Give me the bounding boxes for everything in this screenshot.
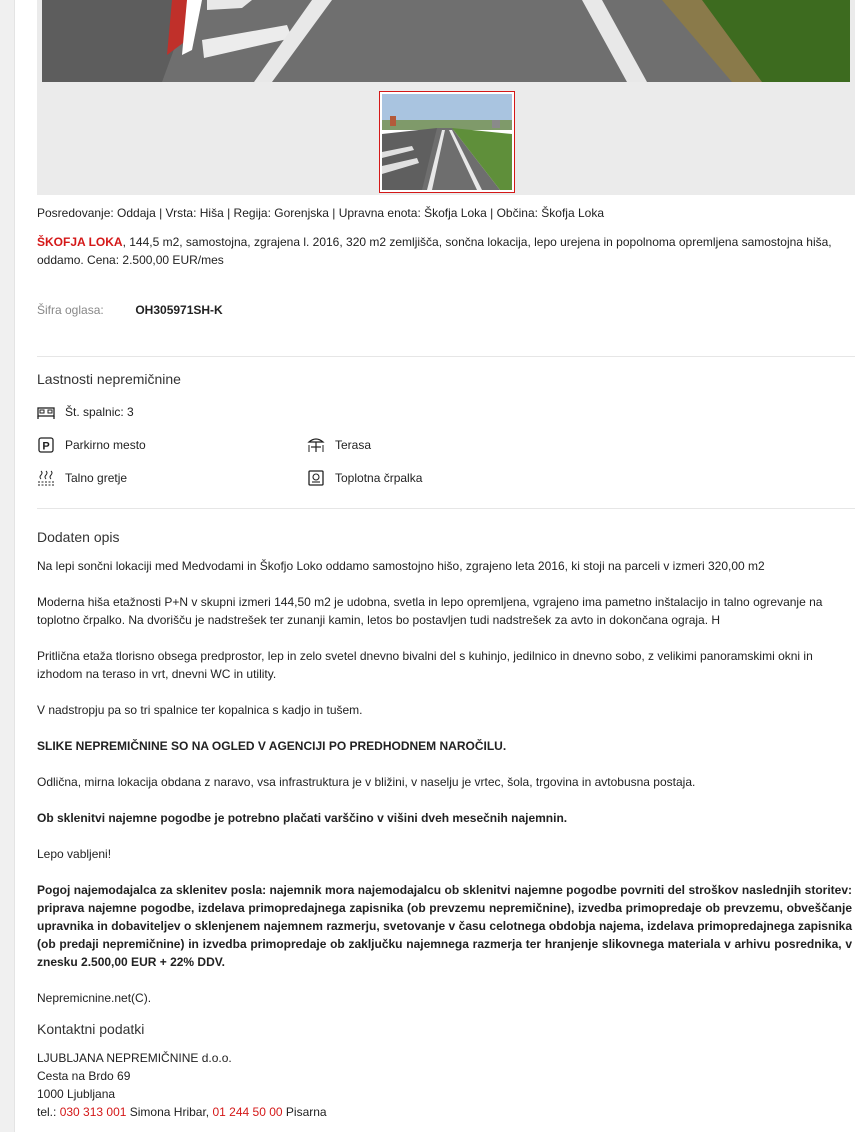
- description-p4: V nadstropju pa so tri spalnice ter kopalnica s kadjo in tušem.: [37, 703, 363, 717]
- contact-company: LJUBLJANA NEPREMIČNINE d.o.o.: [37, 1051, 232, 1065]
- feature-parking-label: Parkirno mesto: [65, 438, 146, 452]
- code-value: OH305971SH-K: [135, 303, 223, 317]
- phone-link-1[interactable]: 030 313 001: [59, 1105, 127, 1119]
- divider: [37, 356, 855, 357]
- contact-person-1: Simona Hribar,: [129, 1105, 210, 1119]
- parking-icon: [37, 436, 55, 454]
- description-p1: Na lepi sončni lokaciji med Medvodami in Škofjo Loko oddamo samostojno hišo, zgrajeno leta 2016, ki stoji na parceli v izmeri 320,00 m2: [37, 559, 765, 573]
- svg-text:P: P: [42, 440, 50, 453]
- description-p10: Nepremicnine.net(C).: [37, 991, 152, 1005]
- description-p7: Ob sklenitvi najemne pogodbe je potrebno plačati varščino v višini dveh mesečnih najemnin.: [37, 811, 568, 825]
- listing-meta: Posredovanje: Oddaja | Vrsta: Hiša | Regija: Gorenjska | Upravna enota: Škofja Loka | Občina: Škofja Loka: [37, 206, 604, 220]
- code-label: Šifra oglasa:: [37, 303, 104, 317]
- feature-heat-pump-label: Toplotna črpalka: [335, 471, 423, 485]
- feature-heat-pump: [307, 469, 422, 487]
- description-p8: Lepo vabljeni!: [37, 847, 112, 861]
- contact-street: Cesta na Brdo 69: [37, 1069, 131, 1083]
- description-p5: SLIKE NEPREMIČNINE SO NA OGLED V AGENCIJI PO PREDHODNEM NAROČILU.: [37, 739, 507, 753]
- description-p6: Odlična, mirna lokacija obdana z naravo, vsa infrastruktura je v bližini, v naselju je vrtec, šola, trgovina in avtobusna postaja.: [37, 775, 696, 789]
- phone-link-2[interactable]: 01 244 50 00: [212, 1105, 283, 1119]
- properties-title: Lastnosti nepremičnine: [37, 371, 181, 387]
- contact-title: Kontaktni podatki: [37, 1021, 145, 1037]
- terrace-icon: [307, 436, 325, 454]
- divider: [37, 508, 855, 509]
- heat-pump-icon: [307, 469, 325, 487]
- description-p9: Pogoj najemodajalca za sklenitev posla: najemnik mora najemodajalcu ob sklenitvi najemne pogodbe povrniti del stroškov naslednjih storitev: priprava najemne pogodbe, izdelava primopredajnega zapisnika (ob prevzemu nepremičnine), izvedba primopredaje ob prevzemu, obveščanje upravnika in dobaviteljev o sklenjenem najemnem razmerju, svetovanje v času celotnega obdobja najema, izdelava primopredajnega zapisnika (ob predaji nepremičnine) in izvedba primopredaje ob zaključku najemnega razmerja ter hranjenje slikovnega materiala v arhivu posrednika, v znesku 2.500,00 EUR + 22% DDV.: [37, 883, 852, 969]
- feature-terrace: [307, 436, 371, 454]
- contact-city: 1000 Ljubljana: [37, 1087, 116, 1101]
- contact-phones: [37, 1103, 327, 1121]
- listing-code: [37, 303, 223, 317]
- feature-floor-heating: [37, 469, 127, 487]
- feature-bedrooms-label: Št. spalnic: 3: [65, 405, 134, 419]
- summary-city: ŠKOFJA LOKA: [37, 235, 123, 249]
- thumbnail-selected[interactable]: [379, 91, 515, 193]
- feature-parking: [37, 436, 146, 454]
- photo-gallery: [37, 0, 855, 195]
- description-title: Dodaten opis: [37, 529, 120, 545]
- thumbnail-image: [382, 94, 512, 190]
- main-photo[interactable]: [42, 0, 850, 82]
- floor-heating-icon: [37, 469, 55, 487]
- listing-summary: [37, 233, 837, 269]
- main-photo-image: [42, 0, 850, 82]
- feature-bedrooms: [37, 403, 134, 421]
- description-p3: Pritlična etaža tlorisno obsega predprostor, lep in zelo svetel dnevno bivalni del s kuhinjo, jedilnico in dnevno sobo, z velikimi panoramskimi okni in izhodom na teraso in vrt, dnevni WC in utility.: [37, 649, 813, 681]
- summary-text: , 144,5 m2, samostojna, zgrajena l. 2016, 320 m2 zemljišča, sončna lokacija, lepo urejena in popolnoma opremljena samostojna hiša, oddamo. Cena: 2.500,00 EUR/mes: [37, 235, 832, 267]
- contact-person-2: Pisarna: [285, 1105, 327, 1119]
- bed-icon: [37, 403, 55, 421]
- left-rail: [0, 0, 15, 1132]
- tel-label: tel.:: [37, 1105, 57, 1119]
- feature-floor-heating-label: Talno gretje: [65, 471, 128, 485]
- feature-terrace-label: Terasa: [335, 438, 372, 452]
- description-p2: Moderna hiša etažnosti P+N v skupni izmeri 144,50 m2 je udobna, svetla in lepo opremljena, vgrajeno ima pametno inštalacijo in talno ogrevanje na toplotno črpalko. Na dvorišču je nadstrešek ter zunanji kamin, letos bo postavljen tudi nadstrešek za avto in dokončana ograja. H: [37, 595, 823, 627]
